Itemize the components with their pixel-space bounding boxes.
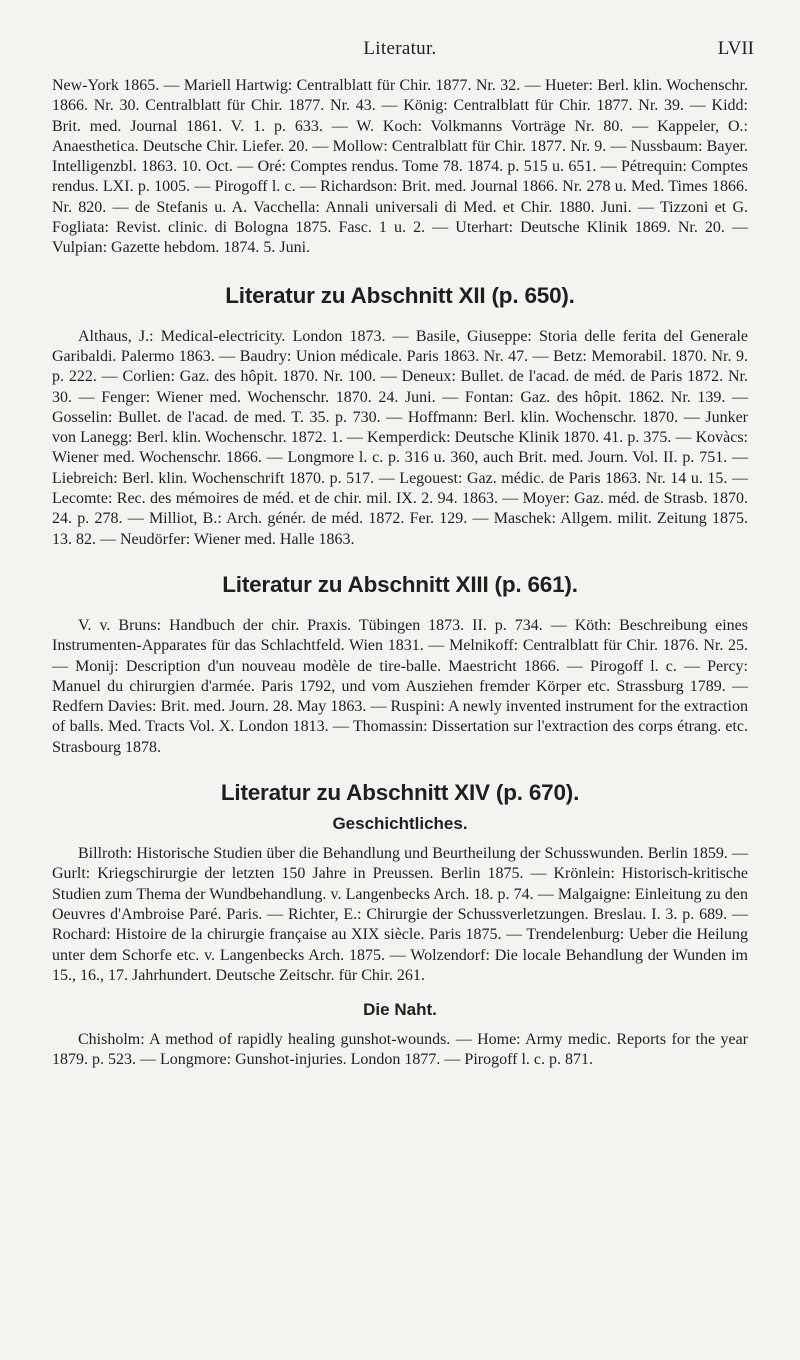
section-heading-xiii: Literatur zu Abschnitt XIII (p. 661). bbox=[222, 571, 578, 597]
section-xiv-suture-paragraph: Chisholm: A method of rapidly healing gunshot-wounds. — Home: Army medic. Reports for the year 1879. p. 523. — Longmore: Gunshot-injuries. London 1877. — Pirogoff l. c. p. 871. bbox=[52, 1031, 748, 1069]
intro-paragraph: New-York 1865. — Mariell Hartwig: Centralblatt für Chir. 1877. Nr. 32. — Hueter: Berl. klin. Wochenschr. 1866. Nr. 30. Centralblatt für Chir. 1877. Nr. 43. — König: Centralblatt für Chir. 1877. Nr. 39. — Kidd: Brit. med. Journal 1861. V. 1. p. 633. — W. Koch: Volkmanns Vorträge Nr. 80. — Kappeler, O.: Anaesthetica. Deutsche Chir. Liefer. 20. — Mollow: Centralblatt für Chir. 1877. Nr. 9. — Nussbaum: Bayer. Intelligenzbl. 1863. 10. Oct. — Oré: Comptes rendus. Tome 78. 1874. p. 515 u. 651. — Pétrequin: Comptes rendus. LXI. p. 1005. — Pirogoff l. c. — Richardson: Brit. med. Journal 1866. Nr. 278 u. Med. Times 1866. Nr. 820. — de Stefanis u. A. Vacchella: Annali universali di Med. et Chir. 1880. Juni. — Tizzoni et G. Fogliata: Revist. clinic. di Bologna 1875. Fasc. 1 u. 2. — Uterhart: Deutsche Klinik 1869. Nr. 20. — Vulpian: Gazette hebdom. 1874. 5. Juni. bbox=[52, 77, 748, 257]
running-header bbox=[0, 34, 800, 64]
page-number: LVII bbox=[717, 38, 754, 59]
section-xiii-paragraph: V. v. Bruns: Handbuch der chir. Praxis. Tübingen 1873. II. p. 734. — Köth: Beschreibung eines Instrumenten-Apparates für das Schlachtfeld. Wien 1831. — Melnikoff: Centralblatt für Chir. 1876. Nr. 25. — Monij: Description d'un nouveau modèle de tire-balle. Maestricht 1866. — Pirogoff l. c. — Percy: Manuel du chirurgien d'armée. Paris 1792, und vom Ausziehen fremder Körper etc. Strassburg 1789. — Redfern Davies: Brit. med. Journ. 28. May 1863. — Ruspini: A newly invented instrument for the extraction of balls. Med. Tracts Vol. X. London 1813. — Thomassin: Dissertation sur l'extraction des corps étrang. etc. Strasbourg 1878. bbox=[52, 616, 748, 756]
subheading-geschichtliches: Geschichtliches. bbox=[332, 814, 468, 834]
section-xii-paragraph: Althaus, J.: Medical-electricity. London 1873. — Basile, Giuseppe: Storia delle ferita del Generale Garibaldi. Palermo 1863. — Baudry: Union médicale. Paris 1863. Nr. 47. — Betz: Memorabil. 1870. Nr. 9. p. 222. — Corlien: Gaz. des hôpit. 1870. Nr. 100. — Deneux: Bullet. de l'acad. de méd. de Paris 1872. Nr. 30. — Fenger: Wiener med. Wochenschr. 1870. 24. Juni. — Fontan: Gaz. des hôpit. 1862. Nr. 139. — Gosselin: Bullet. de l'acad. de med. T. 35. p. 730. — Hoffmann: Berl. klin. Wochenschr. 1870. — Junker von Lanegg: Berl. klin. Wochenschr. 1872. 1. — Kemperdick: Deutsche Klinik 1870. 41. p. 375. — Kovàcs: Wiener med. Wochenschr. 1866. — Longmore l. c. p. 316 u. 360, auch Brit. med. Journ. Vol. II. p. 751. — Liebreich: Berl. klin. Wochenschrift 1870. p. 517. — Legouest: Gaz. médic. de Paris 1863. Nr. 14 u. 15. — Lecomte: Rec. des mémoires de méd. et de chir. mil. IX. 2. 94. 1863. — Moyer: Gaz. méd. de Strasb. 1870. 24. p. 278. — Milliot, B.: Arch. génér. de méd. 1872. Fer. 129. — Maschek: Allgem. milit. Zeitung 1875. 13. 82. — Neudörfer: Wiener med. Halle 1863. bbox=[52, 327, 748, 548]
page-body bbox=[52, 76, 748, 1071]
section-xiv-history-paragraph: Billroth: Historische Studien über die Behandlung und Beurtheilung der Schusswunden. Berlin 1859. — Gurlt: Kriegschirurgie der letzten 150 Jahre in Preussen. Berlin 1875. — Krönlein: Historisch-kritische Studien zum Thema der Wundbehandlung. v. Langenbecks Arch. 18. p. 74. — Malgaigne: Einleitung zu den Oeuvres d'Ambroise Paré. Paris. — Richter, E.: Chirurgie der Schussverletzungen. Breslau. I. 3. p. 689. — Rochard: Histoire de la chirurgie française au XIX siècle. Paris 1875. — Trendelenburg: Ueber die Heilung unter dem Schorfe etc. v. Langenbecks Arch. 1875. — Wolzendorf: Die locale Behandlung der Wunden im 15., 16., 17. Jahrhundert. Deutsche Zeitschr. für Chir. 261. bbox=[52, 845, 748, 984]
subheading-die-naht: Die Naht. bbox=[363, 1000, 437, 1020]
section-heading-xiv: Literatur zu Abschnitt XIV (p. 670). bbox=[220, 780, 580, 806]
header-title: Literatur. bbox=[363, 38, 437, 59]
section-heading-xii: Literatur zu Abschnitt XII (p. 650). bbox=[225, 282, 575, 308]
